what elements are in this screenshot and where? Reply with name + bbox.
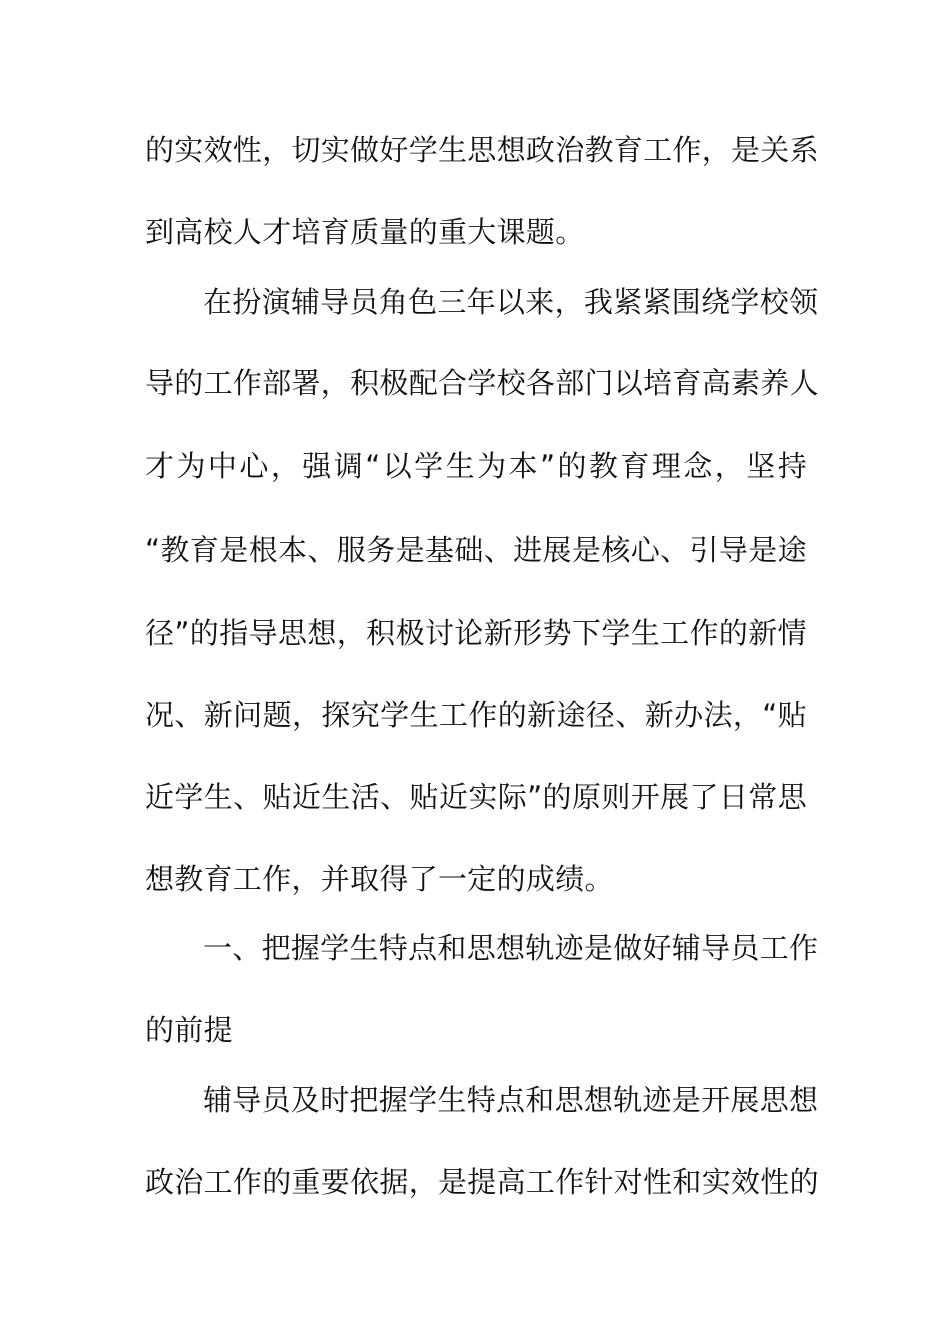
section-heading-line-1: 一、把握学生特点和思想轨迹是做好辅导员工作: [203, 931, 819, 965]
text-line-10: 想教育工作，并取得了一定的成绩。: [145, 862, 614, 896]
text-line-7: 径”的指导思想，积极讨论新形势下学生工作的新情: [145, 616, 807, 650]
text-line-8: 况、新问题，探究学生工作的新途径、新办法，“贴: [145, 698, 807, 732]
text-line-6: “教育是根本、服务是基础、进展是核心、引导是途: [145, 533, 807, 567]
text-line-12: 政治工作的重要依据，是提高工作针对性和实效性的: [145, 1165, 819, 1199]
text-line-11: 辅导员及时把握学生特点和思想轨迹是开展思想: [203, 1083, 819, 1117]
text-line-2: 到高校人才培育质量的重大课题。: [145, 215, 585, 249]
section-heading-line-2: 的前提: [145, 1013, 233, 1047]
text-line-5: 才为中心，强调“以学生为本”的教育理念，坚持: [145, 449, 807, 483]
text-line-9: 近学生、贴近生活、贴近实际”的原则开展了日常思: [145, 780, 807, 814]
text-line-4: 导的工作部署，积极配合学校各部门以培育高素养人: [145, 366, 819, 400]
text-line-3: 在扮演辅导员角色三年以来，我紧紧围绕学校领: [203, 285, 819, 319]
text-line-1: 的实效性，切实做好学生思想政治教育工作，是关系: [145, 133, 819, 167]
